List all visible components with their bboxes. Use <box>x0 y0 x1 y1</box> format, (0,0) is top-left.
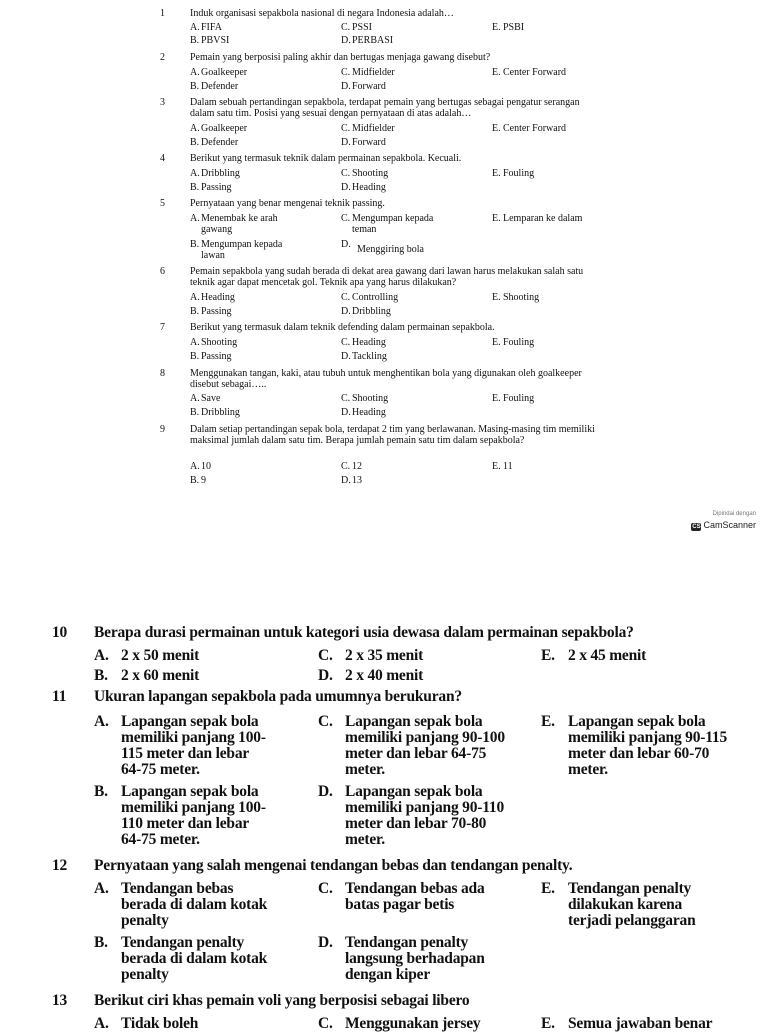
question-stem: Pemain sepakbola yang sudah berada di dekat area gawang dari lawan harus melakukan salah satu teknik agar dapat mencetak gol. Teknik apa yang harus dilakukan? <box>190 266 584 288</box>
question-stem: Berapa durasi permainan untuk kategori usia dewasa dalam permainan sepakbola? <box>94 624 634 641</box>
scanned-page-top: 1 Induk organisasi sepakbola nasional di negara Indonesia adalah… A. FIFA B. PBVSI C. PSSI D. PERBASI E. PSBI 2 Pemain yang berposisi paling akhir dan bertugas menjaga gawang disebut? A. Goalkeeper B. Defender C. Midfielder D. Forward E. Center Forward 3 Dalam sebuah pertandingan sepakbola, terdapat pemain yang bertugas sebagai pengatur serangan dalam satu tim. Posisi yang sesuai dengan pernyataan di atas adalah… A. Goalkeeper B. Defender C. Midfielder D. Forward E. Center Forward 4 Berikut yang termasuk teknik dalam permainan sepakbola. Kecuali. A. Dribbling B. Passing C. Shooting D. Heading E. Fouling 5 Pernyataan yang benar mengenai teknik passing. A. Menembak ke arah gawang B. Mengumpan kepada lawan C. Mengumpan kepada teman D. Menggiring bola E. Lemparan ke dalam 6 Pemain sepakbola yang sudah berada di dekat area gawang dari lawan harus melakukan salah satu teknik agar dapat mencetak gol. Teknik apa yang harus dilakukan? A. Heading B. Passing C. Controlling D. Dribbling E. Shooting 7 Berikut yang termasuk dalam teknik defending dalam permainan sepakbola. A. Shooting B. Passing C. Heading D. Tackling E. Fouling 8 Menggunakan tangan, kaki, atau tubuh untuk menghentikan bola yang digunakan oleh goalkeeper disebut sebagai….. A. Save B. Dribbling C. Shooting D. Heading E. Fouling 9 Dalam setiap pertandingan sepak bola, terdapat 2 tim yang berlawanan. Masing-masing tim memiliki maksimal jumlah dalam satu tim. Berapa jumlah pemain satu tim dalam sepakbola? A. 10 B. 9 C. 12 D. 13 E. 11 <box>0 0 768 500</box>
question-stem: Pernyataan yang salah mengenai tendangan bebas dan tendangan penalty. <box>94 857 573 874</box>
watermark-caption: Dipindai dengan <box>712 511 756 517</box>
watermark-brand <box>684 520 756 531</box>
question-number: 10 <box>52 624 68 641</box>
question-stem: Berikut yang termasuk teknik dalam permainan sepakbola. Kecuali. <box>190 153 462 164</box>
question-number: 5 <box>160 198 165 209</box>
question-stem: Berikut ciri khas pemain voli yang berposisi sebagai libero <box>94 992 470 1009</box>
question-number: 2 <box>160 52 165 63</box>
question-number: 4 <box>160 153 165 164</box>
question-number: 11 <box>52 688 67 705</box>
camscanner-logo-icon: CS <box>692 524 701 530</box>
question-number: 13 <box>52 992 68 1009</box>
question-number: 1 <box>160 8 165 19</box>
scanned-page-bottom: 10 Berapa durasi permainan untuk kategori usia dewasa dalam permainan sepakbola? A. 2 x 50 menit B. 2 x 60 menit C. 2 x 35 menit D. 2 x 40 menit E. 2 x 45 menit 11 Ukuran lapangan sepakbola pada umumnya berukuran? A. Lapangan sepak bola memiliki panjang 100-115 meter dan lebar 64-75 meter. B. Lapangan sepak bola memiliki panjang 100-110 meter dan lebar 64-75 meter. C. Lapangan sepak bola memiliki panjang 90-100 meter dan lebar 64-75 meter. D. Lapangan sepak bola memiliki panjang 90-110 meter dan lebar 70-80 meter. E. Lapangan sepak bola memiliki panjang 90-115 meter dan lebar 60-70 meter. 12 Pernyataan yang salah mengenai tendangan bebas dan tendangan penalty. A. Tendangan bebas berada di dalam kotak penalty B. Tendangan penalty berada di dalam kotak penalty C. Tendangan bebas ada batas pagar betis D. Tendangan penalty langsung berhadapan dengan kiper E. Tendangan penalty dilakukan karena terjadi pelanggaran 13 Berikut ciri khas pemain voli yang berposisi sebagai libero A. Tidak boleh C. Menggunakan jersey E. Semua jawaban benar <box>0 618 768 1024</box>
question-number: 12 <box>52 857 68 874</box>
question-stem: Induk organisasi sepakbola nasional di negara Indonesia adalah… <box>190 8 454 19</box>
question-stem: Berikut yang termasuk dalam teknik defending dalam permainan sepakbola. <box>190 322 495 333</box>
camscanner-watermark <box>684 510 756 531</box>
question-stem: Dalam setiap pertandingan sepak bola, terdapat 2 tim yang berlawanan. Masing-masing tim memiliki maksimal jumlah dalam satu tim. Berapa jumlah pemain satu tim dalam sepakbola? <box>190 424 595 446</box>
question-number: 3 <box>160 97 165 108</box>
question-number: 8 <box>160 368 165 379</box>
question-stem: Pemain yang berposisi paling akhir dan bertugas menjaga gawang disebut? <box>190 52 491 63</box>
question-number: 6 <box>160 266 165 277</box>
question-number: 9 <box>160 424 165 435</box>
question-stem: Ukuran lapangan sepakbola pada umumnya berukuran? <box>94 688 462 705</box>
question-stem: Menggunakan tangan, kaki, atau tubuh untuk menghentikan bola yang digunakan oleh goalkeeper disebut sebagai….. <box>190 368 582 390</box>
question-stem: Dalam sebuah pertandingan sepakbola, terdapat pemain yang bertugas sebagai pengatur serangan dalam satu tim. Posisi yang sesuai dengan pernyataan di atas adalah… <box>190 97 580 119</box>
question-stem: Pernyataan yang benar mengenai teknik passing. <box>190 198 385 209</box>
watermark-brand-label: CamScanner <box>703 520 756 530</box>
question-number: 7 <box>160 322 165 333</box>
